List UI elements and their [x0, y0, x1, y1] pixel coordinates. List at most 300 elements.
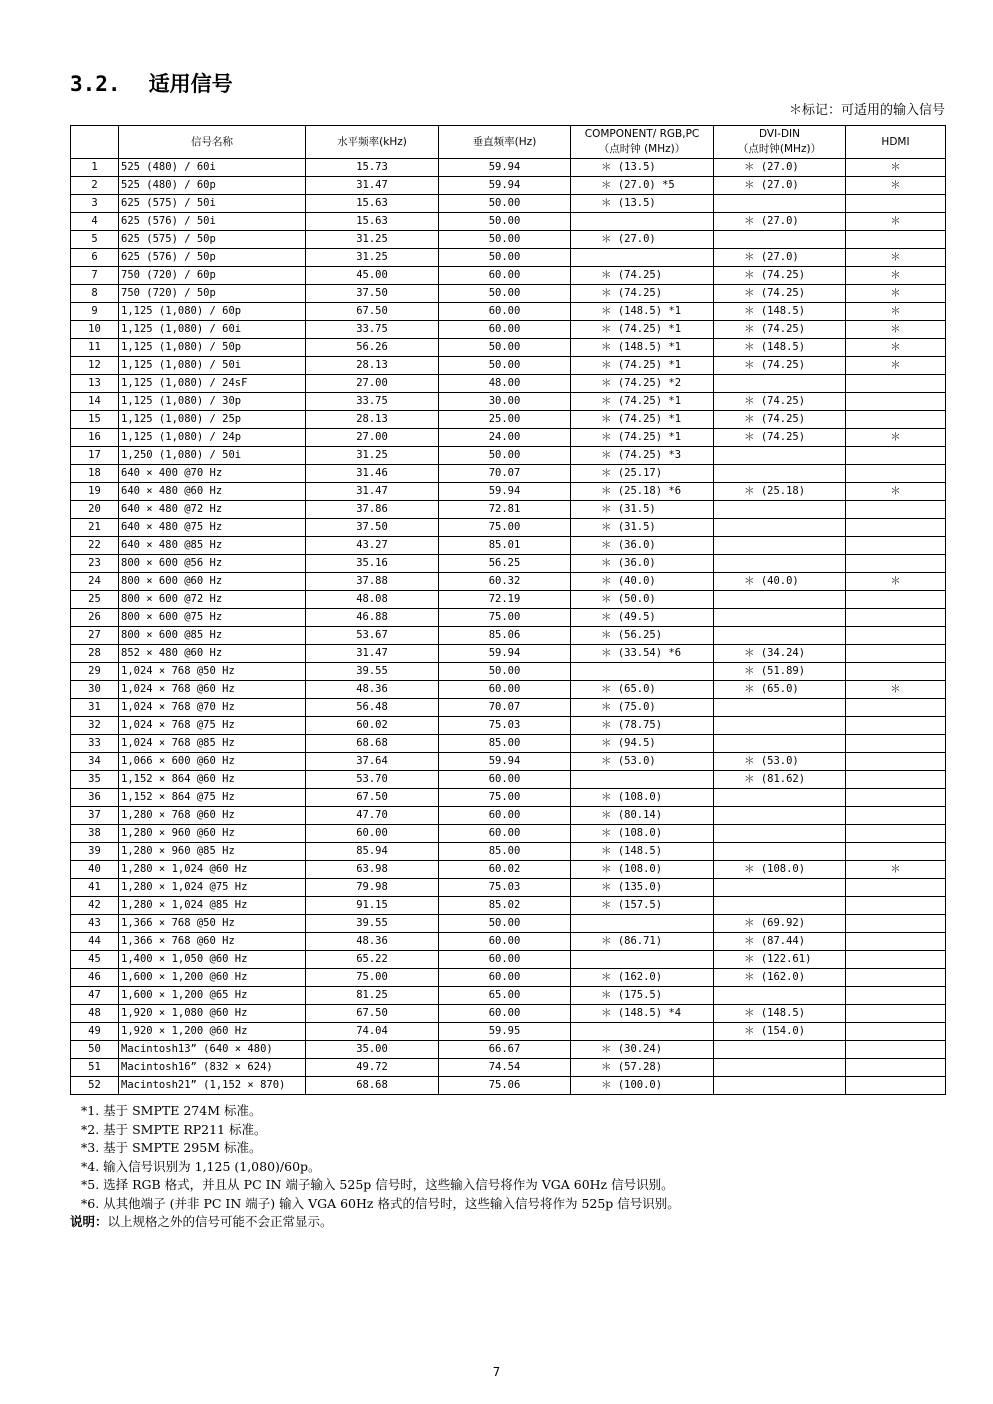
- cell-v-freq: 85.00: [439, 843, 571, 861]
- cell-component-clock: ＊ (80.14): [571, 807, 714, 825]
- cell-h-freq: 37.50: [306, 519, 439, 537]
- cell-v-freq: 30.00: [439, 393, 571, 411]
- cell-signal-name: 625 (576) / 50p: [119, 249, 306, 267]
- cell-h-freq: 48.36: [306, 681, 439, 699]
- cell-dvi-clock: [714, 195, 846, 213]
- cell-component-clock: ＊ (25.18) *6: [571, 483, 714, 501]
- table-row: [71, 195, 946, 213]
- header-dvi: [714, 126, 846, 159]
- cell-v-freq: 75.00: [439, 609, 571, 627]
- cell-signal-name: 1,400 × 1,050 @60 Hz: [119, 951, 306, 969]
- table-row: [71, 843, 946, 861]
- table-row: [71, 627, 946, 645]
- cell-dvi-clock: ＊ (27.0): [714, 177, 846, 195]
- cell-dvi-clock: ＊ (65.0): [714, 681, 846, 699]
- cell-hdmi: ＊: [846, 339, 946, 357]
- cell-h-freq: 31.46: [306, 465, 439, 483]
- cell-hdmi: [846, 663, 946, 681]
- cell-v-freq: 74.54: [439, 1059, 571, 1077]
- cell-v-freq: 59.94: [439, 483, 571, 501]
- cell-signal-name: 1,280 × 960 @60 Hz: [119, 825, 306, 843]
- cell-hdmi: [846, 465, 946, 483]
- cell-component-clock: ＊ (175.5): [571, 987, 714, 1005]
- cell-no: 34: [71, 753, 119, 771]
- table-header-row: [71, 126, 946, 159]
- cell-no: 25: [71, 591, 119, 609]
- cell-hdmi: [846, 933, 946, 951]
- table-row: [71, 1041, 946, 1059]
- cell-dvi-clock: ＊ (162.0): [714, 969, 846, 987]
- cell-h-freq: 65.22: [306, 951, 439, 969]
- cell-component-clock: ＊ (13.5): [571, 195, 714, 213]
- footnote: *5. 选择 RGB 格式，并且从 PC IN 端子输入 525p 信号时，这些输入信号将作为 VGA 60Hz 信号识别。: [81, 1177, 674, 1192]
- cell-dvi-clock: [714, 231, 846, 249]
- cell-hdmi: [846, 195, 946, 213]
- cell-no: 11: [71, 339, 119, 357]
- cell-no: 45: [71, 951, 119, 969]
- cell-h-freq: 56.48: [306, 699, 439, 717]
- cell-hdmi: [846, 375, 946, 393]
- cell-v-freq: 59.95: [439, 1023, 571, 1041]
- cell-no: 7: [71, 267, 119, 285]
- cell-component-clock: ＊ (157.5): [571, 897, 714, 915]
- cell-hdmi: [846, 717, 946, 735]
- cell-hdmi: [846, 807, 946, 825]
- table-row: [71, 303, 946, 321]
- cell-component-clock: [571, 915, 714, 933]
- table-row: [71, 1059, 946, 1077]
- cell-hdmi: ＊: [846, 285, 946, 303]
- cell-component-clock: ＊ (162.0): [571, 969, 714, 987]
- cell-signal-name: 750 (720) / 50p: [119, 285, 306, 303]
- cell-h-freq: 31.25: [306, 249, 439, 267]
- cell-v-freq: 59.94: [439, 645, 571, 663]
- cell-dvi-clock: ＊ (122.61): [714, 951, 846, 969]
- cell-signal-name: 1,024 × 768 @50 Hz: [119, 663, 306, 681]
- table-row: [71, 609, 946, 627]
- cell-signal-name: 1,280 × 1,024 @60 Hz: [119, 861, 306, 879]
- cell-h-freq: 31.47: [306, 177, 439, 195]
- table-row: [71, 159, 946, 177]
- cell-h-freq: 37.88: [306, 573, 439, 591]
- cell-dvi-clock: [714, 627, 846, 645]
- cell-dvi-clock: ＊ (154.0): [714, 1023, 846, 1041]
- cell-dvi-clock: ＊ (148.5): [714, 339, 846, 357]
- cell-hdmi: ＊: [846, 321, 946, 339]
- cell-component-clock: ＊ (75.0): [571, 699, 714, 717]
- cell-dvi-clock: ＊ (25.18): [714, 483, 846, 501]
- cell-dvi-clock: [714, 447, 846, 465]
- cell-hdmi: [846, 843, 946, 861]
- cell-h-freq: 37.50: [306, 285, 439, 303]
- cell-signal-name: 800 × 600 @75 Hz: [119, 609, 306, 627]
- cell-component-clock: ＊ (78.75): [571, 717, 714, 735]
- cell-h-freq: 28.13: [306, 357, 439, 375]
- cell-dvi-clock: [714, 1059, 846, 1077]
- cell-h-freq: 31.47: [306, 645, 439, 663]
- cell-component-clock: ＊ (31.5): [571, 519, 714, 537]
- table-row: [71, 969, 946, 987]
- cell-hdmi: [846, 411, 946, 429]
- cell-hdmi: [846, 231, 946, 249]
- cell-component-clock: ＊ (108.0): [571, 825, 714, 843]
- cell-hdmi: ＊: [846, 177, 946, 195]
- cell-h-freq: 31.47: [306, 483, 439, 501]
- cell-signal-name: 640 × 480 @85 Hz: [119, 537, 306, 555]
- cell-dvi-clock: ＊ (87.44): [714, 933, 846, 951]
- cell-dvi-clock: [714, 987, 846, 1005]
- cell-h-freq: 33.75: [306, 393, 439, 411]
- cell-component-clock: ＊ (50.0): [571, 591, 714, 609]
- cell-no: 21: [71, 519, 119, 537]
- cell-no: 26: [71, 609, 119, 627]
- table-row: [71, 789, 946, 807]
- cell-hdmi: ＊: [846, 681, 946, 699]
- cell-h-freq: 15.63: [306, 213, 439, 231]
- cell-h-freq: 53.67: [306, 627, 439, 645]
- cell-hdmi: [846, 915, 946, 933]
- cell-dvi-clock: ＊ (27.0): [714, 213, 846, 231]
- cell-dvi-clock: ＊ (74.25): [714, 429, 846, 447]
- cell-v-freq: 75.00: [439, 789, 571, 807]
- cell-dvi-clock: ＊ (74.25): [714, 285, 846, 303]
- cell-h-freq: 68.68: [306, 1077, 439, 1095]
- cell-component-clock: ＊ (148.5) *1: [571, 303, 714, 321]
- table-row: [71, 501, 946, 519]
- cell-dvi-clock: [714, 609, 846, 627]
- cell-dvi-clock: [714, 735, 846, 753]
- cell-dvi-clock: ＊ (53.0): [714, 753, 846, 771]
- cell-no: 13: [71, 375, 119, 393]
- signal-table: [70, 125, 946, 1095]
- cell-hdmi: [846, 987, 946, 1005]
- cell-dvi-clock: ＊ (34.24): [714, 645, 846, 663]
- table-row: [71, 231, 946, 249]
- table-row: [71, 465, 946, 483]
- cell-h-freq: 46.88: [306, 609, 439, 627]
- cell-v-freq: 50.00: [439, 195, 571, 213]
- table-row: [71, 483, 946, 501]
- cell-signal-name: 525 (480) / 60p: [119, 177, 306, 195]
- cell-no: 42: [71, 897, 119, 915]
- cell-h-freq: 47.70: [306, 807, 439, 825]
- cell-signal-name: 800 × 600 @56 Hz: [119, 555, 306, 573]
- cell-signal-name: 1,125 (1,080) / 24sF: [119, 375, 306, 393]
- cell-hdmi: ＊: [846, 483, 946, 501]
- table-row: [71, 393, 946, 411]
- cell-h-freq: 15.73: [306, 159, 439, 177]
- cell-dvi-clock: ＊ (40.0): [714, 573, 846, 591]
- cell-no: 52: [71, 1077, 119, 1095]
- cell-dvi-clock: [714, 537, 846, 555]
- cell-component-clock: ＊ (74.25) *1: [571, 429, 714, 447]
- cell-no: 39: [71, 843, 119, 861]
- table-row: [71, 177, 946, 195]
- cell-h-freq: 35.16: [306, 555, 439, 573]
- footnote: *2. 基于 SMPTE RP211 标准。: [81, 1121, 267, 1137]
- table-row: [71, 807, 946, 825]
- cell-component-clock: ＊ (74.25) *1: [571, 321, 714, 339]
- cell-component-clock: ＊ (74.25): [571, 267, 714, 285]
- cell-no: 3: [71, 195, 119, 213]
- cell-v-freq: 50.00: [439, 447, 571, 465]
- cell-signal-name: 1,125 (1,080) / 50i: [119, 357, 306, 375]
- cell-dvi-clock: ＊ (74.25): [714, 321, 846, 339]
- cell-v-freq: 65.00: [439, 987, 571, 1005]
- cell-hdmi: [846, 879, 946, 897]
- cell-no: 49: [71, 1023, 119, 1041]
- cell-h-freq: 37.64: [306, 753, 439, 771]
- cell-hdmi: [846, 627, 946, 645]
- section-title: 适用信号: [148, 72, 233, 96]
- table-row: [71, 1005, 946, 1023]
- cell-signal-name: 1,366 × 768 @50 Hz: [119, 915, 306, 933]
- cell-v-freq: 60.00: [439, 969, 571, 987]
- cell-component-clock: ＊ (108.0): [571, 861, 714, 879]
- table-row: [71, 267, 946, 285]
- cell-no: 31: [71, 699, 119, 717]
- cell-v-freq: 60.00: [439, 933, 571, 951]
- cell-component-clock: [571, 213, 714, 231]
- header-hdmi: HDMI: [846, 126, 946, 159]
- cell-hdmi: ＊: [846, 213, 946, 231]
- cell-component-clock: ＊ (49.5): [571, 609, 714, 627]
- explanation-label: 说明：: [70, 1214, 108, 1229]
- header-v-freq: 垂直频率(Hz): [439, 126, 571, 159]
- cell-hdmi: ＊: [846, 861, 946, 879]
- table-row: [71, 519, 946, 537]
- cell-component-clock: ＊ (135.0): [571, 879, 714, 897]
- cell-hdmi: ＊: [846, 573, 946, 591]
- header-component-line1: COMPONENT/ RGB,PC: [584, 128, 700, 140]
- cell-v-freq: 50.00: [439, 249, 571, 267]
- cell-h-freq: 48.36: [306, 933, 439, 951]
- cell-h-freq: 43.27: [306, 537, 439, 555]
- footnote: *4. 输入信号识别为 1,125 (1,080)/60p。: [81, 1158, 321, 1174]
- cell-signal-name: 1,152 × 864 @60 Hz: [119, 771, 306, 789]
- cell-component-clock: [571, 663, 714, 681]
- cell-signal-name: Macintosh21” (1,152 × 870): [119, 1077, 306, 1095]
- cell-component-clock: ＊ (40.0): [571, 573, 714, 591]
- cell-signal-name: 1,125 (1,080) / 30p: [119, 393, 306, 411]
- cell-signal-name: 800 × 600 @72 Hz: [119, 591, 306, 609]
- cell-component-clock: ＊ (86.71): [571, 933, 714, 951]
- cell-component-clock: ＊ (13.5): [571, 159, 714, 177]
- cell-hdmi: [846, 555, 946, 573]
- cell-hdmi: [846, 537, 946, 555]
- cell-component-clock: ＊ (36.0): [571, 555, 714, 573]
- cell-signal-name: 1,066 × 600 @60 Hz: [119, 753, 306, 771]
- cell-no: 10: [71, 321, 119, 339]
- cell-hdmi: [846, 645, 946, 663]
- table-row: [71, 447, 946, 465]
- page-title: [70, 68, 233, 98]
- cell-dvi-clock: ＊ (69.92): [714, 915, 846, 933]
- cell-signal-name: 640 × 480 @75 Hz: [119, 519, 306, 537]
- cell-signal-name: 640 × 480 @60 Hz: [119, 483, 306, 501]
- cell-v-freq: 85.02: [439, 897, 571, 915]
- cell-dvi-clock: [714, 591, 846, 609]
- cell-component-clock: ＊ (53.0): [571, 753, 714, 771]
- cell-h-freq: 31.25: [306, 447, 439, 465]
- table-row: [71, 645, 946, 663]
- cell-component-clock: ＊ (27.0) *5: [571, 177, 714, 195]
- cell-signal-name: 1,920 × 1,200 @60 Hz: [119, 1023, 306, 1041]
- cell-component-clock: [571, 1023, 714, 1041]
- cell-no: 6: [71, 249, 119, 267]
- cell-v-freq: 85.00: [439, 735, 571, 753]
- cell-hdmi: [846, 699, 946, 717]
- cell-no: 32: [71, 717, 119, 735]
- cell-no: 38: [71, 825, 119, 843]
- table-row: [71, 573, 946, 591]
- table-row: [71, 213, 946, 231]
- cell-dvi-clock: [714, 843, 846, 861]
- table-row: [71, 249, 946, 267]
- cell-no: 8: [71, 285, 119, 303]
- cell-v-freq: 59.94: [439, 753, 571, 771]
- cell-signal-name: 852 × 480 @60 Hz: [119, 645, 306, 663]
- cell-dvi-clock: ＊ (74.25): [714, 267, 846, 285]
- cell-dvi-clock: ＊ (74.25): [714, 357, 846, 375]
- cell-h-freq: 53.70: [306, 771, 439, 789]
- cell-no: 40: [71, 861, 119, 879]
- header-no: [71, 126, 119, 159]
- cell-dvi-clock: [714, 825, 846, 843]
- header-h-freq: 水平频率(kHz): [306, 126, 439, 159]
- cell-hdmi: [846, 1005, 946, 1023]
- cell-v-freq: 75.06: [439, 1077, 571, 1095]
- cell-hdmi: [846, 897, 946, 915]
- cell-component-clock: ＊ (74.25) *2: [571, 375, 714, 393]
- header-component: [571, 126, 714, 159]
- footnote: *3. 基于 SMPTE 295M 标准。: [81, 1140, 262, 1155]
- cell-signal-name: 1,920 × 1,080 @60 Hz: [119, 1005, 306, 1023]
- cell-no: 18: [71, 465, 119, 483]
- cell-v-freq: 59.94: [439, 177, 571, 195]
- cell-v-freq: 60.00: [439, 807, 571, 825]
- cell-h-freq: 67.50: [306, 1005, 439, 1023]
- cell-dvi-clock: [714, 1041, 846, 1059]
- table-row: [71, 285, 946, 303]
- cell-signal-name: 1,366 × 768 @60 Hz: [119, 933, 306, 951]
- table-row: [71, 321, 946, 339]
- cell-component-clock: ＊ (27.0): [571, 231, 714, 249]
- cell-h-freq: 27.00: [306, 429, 439, 447]
- table-row: [71, 1077, 946, 1095]
- cell-signal-name: Macintosh16” (832 × 624): [119, 1059, 306, 1077]
- cell-v-freq: 60.00: [439, 321, 571, 339]
- cell-no: 22: [71, 537, 119, 555]
- cell-signal-name: 1,024 × 768 @60 Hz: [119, 681, 306, 699]
- cell-v-freq: 66.67: [439, 1041, 571, 1059]
- explanation-text: 以上规格之外的信号可能不会正常显示。: [107, 1214, 333, 1229]
- cell-hdmi: ＊: [846, 357, 946, 375]
- cell-no: 24: [71, 573, 119, 591]
- cell-component-clock: ＊ (148.5) *1: [571, 339, 714, 357]
- cell-v-freq: 48.00: [439, 375, 571, 393]
- cell-signal-name: 800 × 600 @60 Hz: [119, 573, 306, 591]
- cell-h-freq: 27.00: [306, 375, 439, 393]
- cell-h-freq: 79.98: [306, 879, 439, 897]
- cell-dvi-clock: [714, 807, 846, 825]
- cell-hdmi: [846, 969, 946, 987]
- cell-no: 19: [71, 483, 119, 501]
- footnote: *1. 基于 SMPTE 274M 标准。: [81, 1103, 262, 1118]
- cell-signal-name: 625 (575) / 50p: [119, 231, 306, 249]
- cell-no: 46: [71, 969, 119, 987]
- cell-hdmi: [846, 771, 946, 789]
- cell-h-freq: 15.63: [306, 195, 439, 213]
- cell-component-clock: ＊ (74.25): [571, 285, 714, 303]
- cell-v-freq: 50.00: [439, 213, 571, 231]
- cell-dvi-clock: [714, 1077, 846, 1095]
- cell-hdmi: [846, 735, 946, 753]
- cell-component-clock: ＊ (65.0): [571, 681, 714, 699]
- table-row: [71, 357, 946, 375]
- table-row: [71, 681, 946, 699]
- cell-component-clock: [571, 951, 714, 969]
- cell-hdmi: [846, 789, 946, 807]
- table-row: [71, 951, 946, 969]
- cell-no: 36: [71, 789, 119, 807]
- cell-signal-name: 1,280 × 960 @85 Hz: [119, 843, 306, 861]
- cell-component-clock: ＊ (30.24): [571, 1041, 714, 1059]
- cell-dvi-clock: ＊ (148.5): [714, 303, 846, 321]
- cell-v-freq: 75.03: [439, 717, 571, 735]
- cell-hdmi: [846, 951, 946, 969]
- cell-v-freq: 60.32: [439, 573, 571, 591]
- cell-h-freq: 37.86: [306, 501, 439, 519]
- cell-component-clock: [571, 249, 714, 267]
- cell-signal-name: 1,280 × 1,024 @75 Hz: [119, 879, 306, 897]
- table-row: [71, 825, 946, 843]
- cell-component-clock: ＊ (148.5) *4: [571, 1005, 714, 1023]
- cell-hdmi: [846, 1023, 946, 1041]
- cell-component-clock: ＊ (56.25): [571, 627, 714, 645]
- cell-signal-name: 525 (480) / 60i: [119, 159, 306, 177]
- cell-v-freq: 85.06: [439, 627, 571, 645]
- cell-no: 15: [71, 411, 119, 429]
- cell-h-freq: 39.55: [306, 915, 439, 933]
- cell-signal-name: 625 (576) / 50i: [119, 213, 306, 231]
- cell-signal-name: 1,125 (1,080) / 24p: [119, 429, 306, 447]
- cell-dvi-clock: [714, 699, 846, 717]
- cell-hdmi: [846, 501, 946, 519]
- cell-v-freq: 59.94: [439, 159, 571, 177]
- table-row: [71, 987, 946, 1005]
- cell-hdmi: [846, 447, 946, 465]
- cell-h-freq: 60.02: [306, 717, 439, 735]
- cell-dvi-clock: [714, 519, 846, 537]
- cell-no: 47: [71, 987, 119, 1005]
- cell-dvi-clock: ＊ (27.0): [714, 249, 846, 267]
- cell-signal-name: 625 (575) / 50i: [119, 195, 306, 213]
- cell-no: 35: [71, 771, 119, 789]
- cell-no: 37: [71, 807, 119, 825]
- cell-component-clock: ＊ (31.5): [571, 501, 714, 519]
- table-body: [71, 159, 946, 1095]
- cell-signal-name: 1,280 × 768 @60 Hz: [119, 807, 306, 825]
- page-number: 7: [492, 1365, 501, 1379]
- table-row: [71, 933, 946, 951]
- cell-hdmi: [846, 519, 946, 537]
- cell-no: 41: [71, 879, 119, 897]
- cell-dvi-clock: [714, 375, 846, 393]
- cell-v-freq: 50.00: [439, 231, 571, 249]
- cell-no: 4: [71, 213, 119, 231]
- cell-component-clock: ＊ (74.25) *1: [571, 411, 714, 429]
